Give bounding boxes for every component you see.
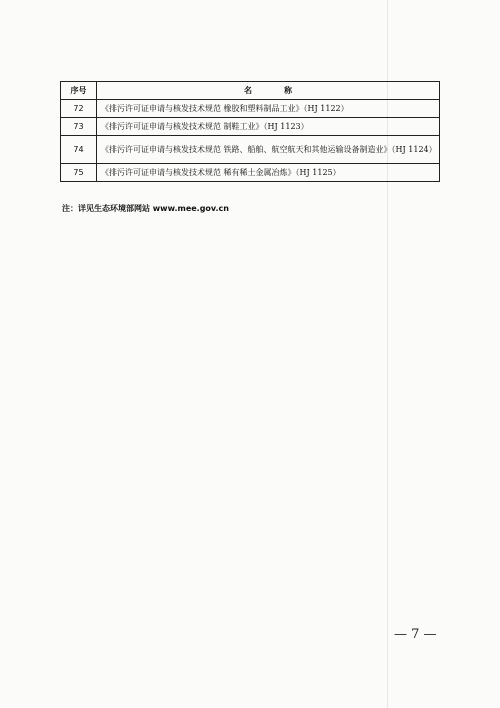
- page-number: — 7 —: [394, 627, 437, 642]
- table-row: [61, 164, 440, 182]
- table-row: [61, 118, 440, 136]
- table-row: [61, 100, 440, 118]
- row-number: 74: [61, 136, 97, 164]
- row-standard-name: 《排污许可证申请与核发技术规范 稀有稀土金属冶炼》（HJ 1125）: [97, 164, 440, 182]
- table-header-row: [61, 82, 440, 100]
- row-standard-name: 《排污许可证申请与核发技术规范 制鞋工业》（HJ 1123）: [97, 118, 440, 136]
- standards-table: [60, 81, 440, 182]
- row-number: 72: [61, 100, 97, 118]
- header-name-label: 名称: [244, 86, 324, 95]
- header-serial-number: 序号: [61, 82, 97, 100]
- row-number: 73: [61, 118, 97, 136]
- row-standard-name: 《排污许可证申请与核发技术规范 铁路、船舶、航空航天和其他运输设备制造业》（HJ 1124）: [97, 136, 440, 164]
- header-name: [97, 82, 440, 100]
- table-row: [61, 136, 440, 164]
- footnote: 注：详见生态环境部网站 www.mee.gov.cn: [62, 204, 229, 213]
- row-number: 75: [61, 164, 97, 182]
- row-standard-name: 《排污许可证申请与核发技术规范 橡胶和塑料制品工业》（HJ 1122）: [97, 100, 440, 118]
